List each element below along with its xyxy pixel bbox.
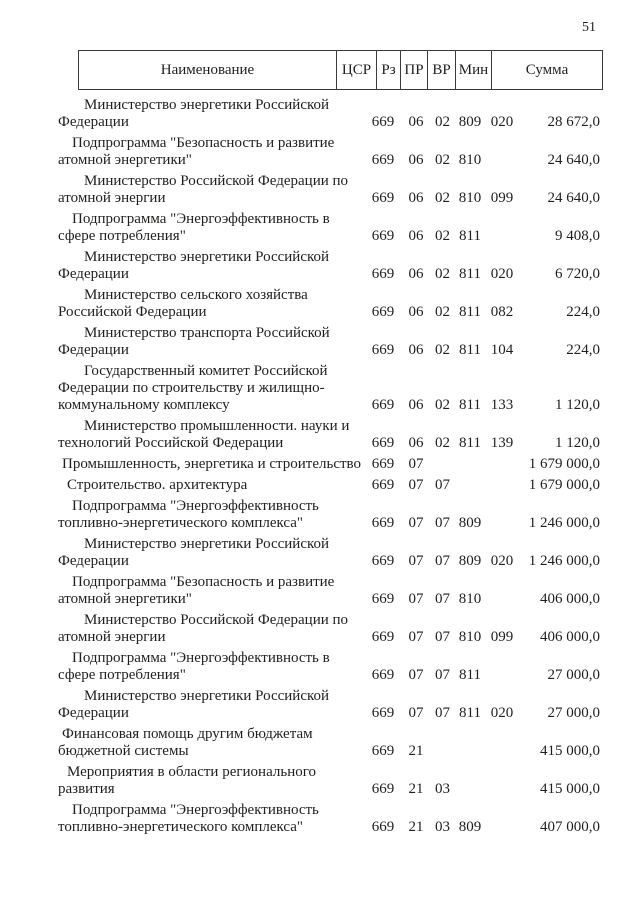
cell-csr: 669 — [371, 667, 395, 683]
cell-sum: 27 000,0 — [547, 705, 600, 721]
cell-name — [58, 211, 363, 245]
cell-vr: 811 — [459, 266, 481, 282]
table-row — [58, 173, 603, 207]
cell-rz: 06 — [408, 266, 424, 282]
cell-name — [58, 97, 363, 131]
cell-csr: 669 — [371, 477, 395, 493]
page-number: 51 — [582, 20, 596, 35]
cell-csr: 669 — [371, 705, 395, 721]
table-row — [58, 574, 603, 608]
cell-min: 020 — [490, 553, 514, 569]
cell-csr: 669 — [371, 435, 395, 451]
cell-sum: 1 120,0 — [555, 435, 600, 451]
col-header-sum: Сумма — [491, 51, 602, 89]
cell-name — [58, 574, 363, 608]
cell-sum: 407 000,0 — [540, 819, 600, 835]
row-title: Министерство Российской Федерации по атомной энергии — [58, 612, 349, 645]
cell-csr: 669 — [371, 152, 395, 168]
table-row — [58, 477, 603, 494]
cell-name — [58, 418, 363, 452]
table-body — [58, 97, 603, 836]
table-row — [58, 363, 603, 414]
cell-rz: 07 — [408, 667, 424, 683]
table-row — [58, 650, 603, 684]
table-row — [58, 135, 603, 169]
cell-sum: 415 000,0 — [540, 781, 600, 797]
table-row — [58, 97, 603, 131]
cell-name — [58, 135, 363, 169]
cell-vr: 811 — [459, 228, 481, 244]
cell-pr: 02 — [435, 397, 450, 413]
cell-pr: 02 — [435, 266, 450, 282]
cell-sum: 28 672,0 — [547, 114, 600, 130]
col-header-rz: Рз — [376, 51, 400, 89]
cell-min: 020 — [490, 266, 514, 282]
cell-vr: 811 — [459, 705, 481, 721]
row-title: Министерство энергетики Российской Федерации — [58, 97, 330, 130]
row-title: Строительство. архитектура — [67, 477, 248, 493]
cell-rz: 06 — [408, 342, 424, 358]
cell-sum: 9 408,0 — [555, 228, 600, 244]
row-title: Министерство энергетики Российской Федерации — [58, 249, 330, 282]
row-title: Министерство энергетики Российской Федерации — [58, 688, 330, 721]
row-title: Подпрограмма "Безопасность и развитие атомной энергетики" — [58, 135, 335, 168]
cell-sum: 224,0 — [566, 342, 600, 358]
table-row — [58, 456, 603, 473]
cell-name — [58, 764, 363, 798]
cell-vr: 810 — [458, 152, 482, 168]
cell-name — [58, 498, 363, 532]
cell-rz: 21 — [408, 743, 424, 759]
row-title: Государственный комитет Российской Федерации по строительству и жилищно-коммунальному комплексу — [58, 363, 328, 413]
cell-csr: 669 — [371, 629, 395, 645]
cell-vr: 811 — [459, 304, 481, 320]
cell-name — [58, 173, 363, 207]
cell-pr: 07 — [435, 667, 450, 683]
cell-name — [58, 363, 363, 414]
row-title: Финансовая помощь другим бюджетам бюджетной системы — [58, 726, 313, 759]
cell-min: 099 — [490, 190, 514, 206]
row-title: Министерство энергетики Российской Федерации — [58, 536, 330, 569]
cell-pr: 03 — [435, 781, 450, 797]
row-title: Министерство сельского хозяйства Российской Федерации — [58, 287, 308, 320]
cell-name — [58, 287, 363, 321]
table-row — [58, 498, 603, 532]
cell-rz: 06 — [408, 228, 424, 244]
cell-vr: 811 — [459, 342, 481, 358]
cell-vr: 810 — [458, 190, 482, 206]
cell-pr: 02 — [435, 152, 450, 168]
table-header-row — [78, 50, 603, 90]
cell-rz: 06 — [408, 114, 424, 130]
cell-name — [58, 688, 363, 722]
table-row — [58, 612, 603, 646]
table-row — [58, 726, 603, 760]
table-row — [58, 418, 603, 452]
row-title: Промышленность, энергетика и строительство — [62, 456, 362, 472]
cell-rz: 07 — [408, 553, 424, 569]
table-row — [58, 325, 603, 359]
table-row — [58, 287, 603, 321]
col-header-pr: ПР — [400, 51, 427, 89]
cell-sum: 24 640,0 — [547, 152, 600, 168]
cell-vr: 810 — [458, 591, 482, 607]
cell-csr: 669 — [371, 266, 395, 282]
cell-pr: 07 — [435, 477, 450, 493]
cell-sum: 224,0 — [566, 304, 600, 320]
cell-min: 104 — [490, 342, 514, 358]
row-title: Мероприятия в области регионального развития — [58, 764, 316, 797]
cell-rz: 07 — [408, 456, 424, 472]
row-title: Подпрограмма "Энергоэффективность в сфере потребления" — [58, 650, 330, 683]
cell-min: 020 — [490, 114, 514, 130]
cell-pr: 02 — [435, 114, 450, 130]
cell-pr: 07 — [435, 591, 450, 607]
cell-vr: 809 — [458, 515, 482, 531]
cell-name — [58, 612, 363, 646]
cell-sum: 1 679 000,0 — [528, 477, 600, 493]
table-row — [58, 249, 603, 283]
cell-name — [58, 456, 363, 473]
table-row — [58, 802, 603, 836]
cell-rz: 06 — [408, 435, 424, 451]
cell-pr: 02 — [435, 190, 450, 206]
cell-vr: 810 — [458, 629, 482, 645]
cell-csr: 669 — [371, 515, 395, 531]
cell-sum: 1 120,0 — [555, 397, 600, 413]
cell-csr: 669 — [371, 342, 395, 358]
cell-pr: 03 — [435, 819, 450, 835]
cell-sum: 1 246 000,0 — [528, 553, 600, 569]
cell-rz: 21 — [408, 781, 424, 797]
row-title: Подпрограмма "Энергоэффективность в сфере потребления" — [58, 211, 330, 244]
cell-rz: 07 — [408, 591, 424, 607]
cell-rz: 06 — [408, 190, 424, 206]
cell-name — [58, 536, 363, 570]
cell-vr: 809 — [458, 553, 482, 569]
row-title: Подпрограмма "Энергоэффективность топливно-энергетического комплекса" — [58, 498, 319, 531]
cell-vr: 809 — [458, 114, 482, 130]
col-header-min: Мин — [455, 51, 491, 89]
cell-rz: 07 — [408, 477, 424, 493]
cell-sum: 415 000,0 — [540, 743, 600, 759]
cell-csr: 669 — [371, 781, 395, 797]
cell-rz: 06 — [408, 152, 424, 168]
cell-pr: 07 — [435, 705, 450, 721]
cell-vr: 811 — [459, 667, 481, 683]
table-row — [58, 688, 603, 722]
cell-rz: 07 — [408, 629, 424, 645]
row-title: Министерство промышленности. науки и технологий Российской Федерации — [58, 418, 350, 451]
cell-rz: 06 — [408, 304, 424, 320]
cell-sum: 406 000,0 — [540, 591, 600, 607]
cell-csr: 669 — [371, 456, 395, 472]
col-header-csr: ЦСР — [336, 51, 376, 89]
cell-rz: 21 — [408, 819, 424, 835]
cell-rz: 07 — [408, 515, 424, 531]
row-title: Министерство Российской Федерации по атомной энергии — [58, 173, 349, 206]
cell-pr: 02 — [435, 435, 450, 451]
col-header-name: Наименование — [160, 61, 255, 78]
cell-csr: 669 — [371, 819, 395, 835]
cell-vr: 811 — [459, 435, 481, 451]
cell-min: 082 — [490, 304, 514, 320]
cell-sum: 1 246 000,0 — [528, 515, 600, 531]
cell-min: 099 — [490, 629, 514, 645]
cell-name — [58, 325, 363, 359]
row-title: Министерство транспорта Российской Федерации — [58, 325, 330, 358]
cell-sum: 6 720,0 — [555, 266, 600, 282]
cell-csr: 669 — [371, 190, 395, 206]
cell-csr: 669 — [371, 114, 395, 130]
cell-pr: 02 — [435, 342, 450, 358]
cell-pr: 07 — [435, 553, 450, 569]
cell-csr: 669 — [371, 743, 395, 759]
cell-name — [58, 726, 363, 760]
table-row — [58, 536, 603, 570]
col-header-vr: ВР — [427, 51, 455, 89]
cell-pr: 02 — [435, 228, 450, 244]
cell-pr: 07 — [435, 629, 450, 645]
cell-rz: 06 — [408, 397, 424, 413]
row-title: Подпрограмма "Безопасность и развитие атомной энергетики" — [58, 574, 335, 607]
cell-vr: 809 — [458, 819, 482, 835]
cell-sum: 24 640,0 — [547, 190, 600, 206]
budget-table — [58, 50, 603, 840]
cell-csr: 669 — [371, 304, 395, 320]
cell-min: 020 — [490, 705, 514, 721]
cell-pr: 07 — [435, 515, 450, 531]
cell-sum: 406 000,0 — [540, 629, 600, 645]
cell-sum: 27 000,0 — [547, 667, 600, 683]
row-title: Подпрограмма "Энергоэффективность топливно-энергетического комплекса" — [58, 802, 319, 835]
cell-rz: 07 — [408, 705, 424, 721]
cell-name — [58, 249, 363, 283]
cell-csr: 669 — [371, 397, 395, 413]
cell-min: 133 — [490, 397, 514, 413]
cell-csr: 669 — [371, 228, 395, 244]
cell-name — [58, 477, 363, 494]
cell-vr: 811 — [459, 397, 481, 413]
table-row — [58, 211, 603, 245]
cell-sum: 1 679 000,0 — [528, 456, 600, 472]
cell-csr: 669 — [371, 591, 395, 607]
cell-min: 139 — [490, 435, 514, 451]
cell-name — [58, 650, 363, 684]
cell-csr: 669 — [371, 553, 395, 569]
cell-pr: 02 — [435, 304, 450, 320]
cell-name — [58, 802, 363, 836]
table-row — [58, 764, 603, 798]
